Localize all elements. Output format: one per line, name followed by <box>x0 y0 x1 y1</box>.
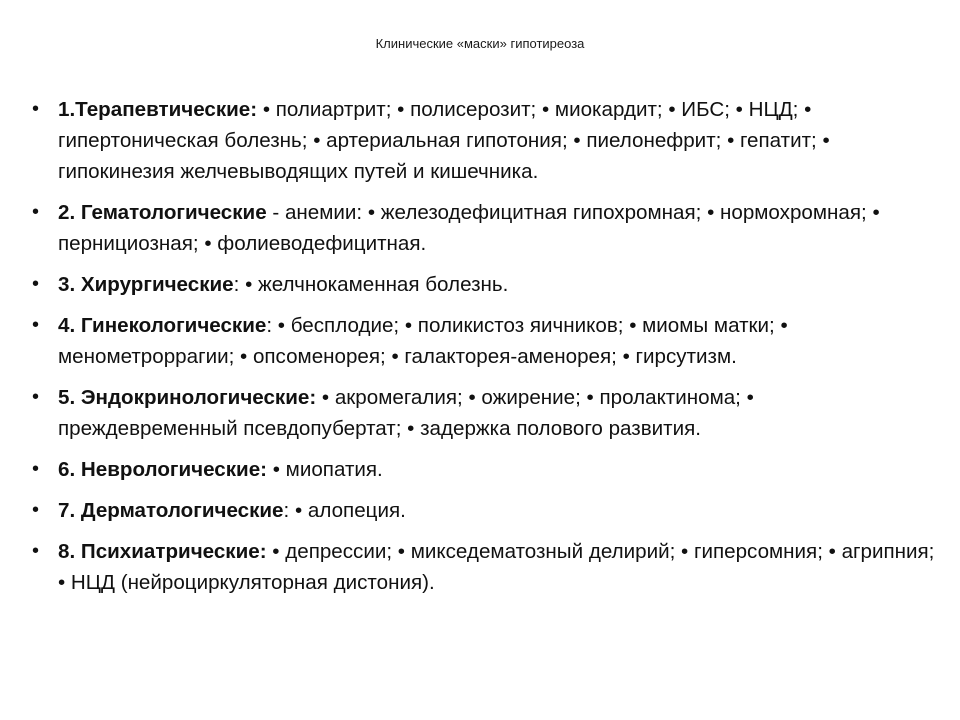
bullet-icon: • <box>32 540 40 562</box>
bullet-icon: • <box>32 458 40 480</box>
list-item <box>30 382 935 444</box>
bullet-icon: • <box>32 314 40 336</box>
item-text: • акромегалия; • ожирение; • пролактинома; • преждевременный псевдопубертат; • задержка полового развития. <box>58 386 754 440</box>
item-label: 8. Психиатрические: <box>58 540 267 563</box>
item-text: : • желчнокаменная болезнь. <box>233 273 509 296</box>
list-item <box>30 310 935 372</box>
item-text: - анемии: • железодефицитная гипохромная; • нормохромная; • пернициозная; • фолиеводефицитная. <box>58 201 880 255</box>
list-item <box>30 454 935 485</box>
bullet-icon: • <box>32 499 40 521</box>
bullet-icon: • <box>32 386 40 408</box>
item-label: 2. Гематологические <box>58 201 267 224</box>
item-text: : • бесплодие; • поликистоз яичников; • миомы матки; • менометроррагии; • опсоменорея; • галакторея-аменорея; • гирсутизм. <box>58 314 788 368</box>
bullet-icon: • <box>32 201 40 223</box>
item-label: 4. Гинекологические <box>58 314 267 337</box>
item-label: 3. Хирургические <box>58 273 234 296</box>
list-item <box>30 269 935 300</box>
bullet-icon: • <box>32 273 40 295</box>
item-text: : • алопеция. <box>283 499 406 522</box>
item-label: 5. Эндокринологические: <box>58 386 317 409</box>
item-label: 6. Неврологические: <box>58 458 268 481</box>
content-list <box>30 94 935 608</box>
slide-title: Клинические «маски» гипотиреоза <box>375 36 585 51</box>
list-item <box>30 197 935 259</box>
list-item <box>30 536 935 598</box>
bullet-icon: • <box>32 98 40 120</box>
list-item <box>30 94 935 187</box>
list-item <box>30 495 935 526</box>
item-label: 7. Дерматологические <box>58 499 284 522</box>
item-text: • депрессии; • микседематозный делирий; • гиперсомния; • агрипния; • НЦД (нейроциркуляторная дистония). <box>58 540 935 594</box>
item-text: • полиартрит; • полисерозит; • миокардит; • ИБС; • НЦД; • гипертоническая болезнь; • артериальная гипотония; • пиелонефрит; • гепатит; • гипокинезия желчевыводящих путей и кишечника. <box>58 98 830 183</box>
item-text: • миопатия. <box>267 458 383 481</box>
item-label: 1.Терапевтические: <box>58 98 258 121</box>
